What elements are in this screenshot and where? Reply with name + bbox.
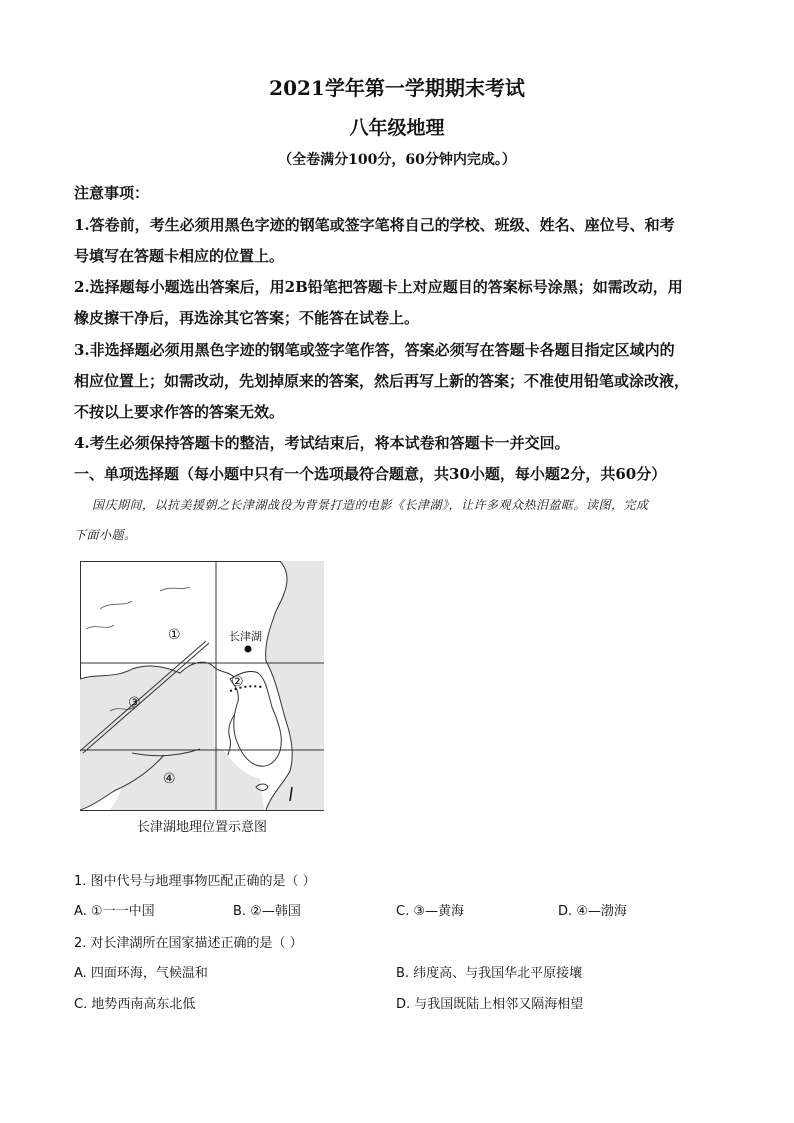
notice-line: 2.选择题每小题选出答案后，用2B铅笔把答题卡上对应题目的答案标号涂黑；如需改动，用 [74, 278, 683, 296]
question-2-option-a[interactable]: A. 四面环海，气候温和 [74, 966, 208, 981]
marker-3: ③ [128, 695, 141, 711]
notice-line: 相应位置上；如需改动，先划掉原来的答案，然后再写上新的答案；不准使用铅笔或涂改液， [74, 372, 690, 390]
notice-line: 橡皮擦干净后，再选涂其它答案；不能答在试卷上。 [74, 309, 420, 327]
exam-score-note: （全卷满分100分，60分钟内完成。） [278, 152, 516, 168]
question-2-option-d[interactable]: D. 与我国既陆上相邻又隔海相望 [396, 997, 584, 1012]
question-1-option-c[interactable]: C. ③—黄海 [396, 904, 464, 919]
notice-line: 号填写在答题卡相应的位置上。 [74, 247, 285, 265]
location-map [80, 561, 324, 811]
section-intro: 国庆期间，以抗美援朝之长津湖战役为背景打造的电影《长津湖》，让许多观众热泪盈眶。读图，完成 [92, 498, 649, 512]
question-1-option-d[interactable]: D. ④—渤海 [558, 904, 627, 919]
question-1-option-a[interactable]: A. ①一一中国 [74, 904, 155, 919]
notice-line: 1.答卷前，考生必须用黑色字迹的钢笔或签字笔将自己的学校、班级、姓名、座位号、和考 [74, 216, 675, 234]
exam-subtitle: 八年级地理 [349, 117, 445, 139]
marker-4: ④ [163, 771, 176, 787]
lake-label: 长津湖 [229, 630, 262, 643]
notice-line: 不按以上要求作答的答案无效。 [74, 403, 285, 421]
notice-line: 3.非选择题必须用黑色字迹的钢笔或签字笔作答，答案必须写在答题卡各题目指定区域内的 [74, 341, 675, 359]
section-heading: 一、单项选择题（每小题中只有一个选项最符合题意，共30小题，每小题2分，共60分） [74, 465, 667, 483]
section-intro-cont: 下面小题。 [74, 528, 137, 542]
exam-title: 2021学年第一学期期末考试 [269, 76, 525, 100]
question-2-option-c[interactable]: C. 地势西南高东北低 [74, 997, 196, 1012]
question-2-option-b[interactable]: B. 纬度高、与我国华北平原接壤 [396, 966, 583, 981]
marker-1: ① [168, 627, 181, 643]
question-1-option-b[interactable]: B. ②—韩国 [233, 904, 301, 919]
notice-heading: 注意事项： [74, 184, 150, 202]
map-caption: 长津湖地理位置示意图 [136, 820, 267, 835]
question-1-stem: 1. 图中代号与地理事物匹配正确的是（ ） [74, 874, 316, 889]
notice-line: 4.考生必须保持答题卡的整洁，考试结束后，将本试卷和答题卡一并交回。 [74, 434, 570, 452]
lake-point [245, 646, 252, 653]
question-2-stem: 2. 对长津湖所在国家描述正确的是（ ） [74, 936, 303, 951]
marker-2: ② [231, 674, 244, 690]
